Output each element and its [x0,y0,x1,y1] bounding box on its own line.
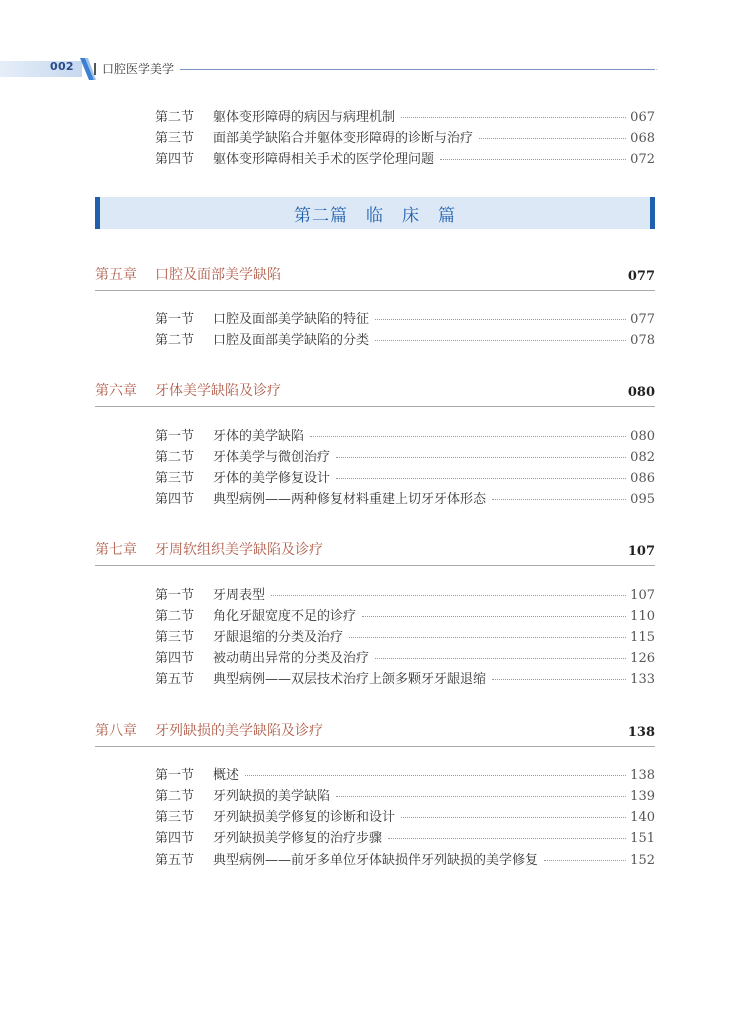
toc-section[interactable] [155,764,655,784]
section-title: 典型病例——两种修复材料重建上切牙牙体形态 [213,492,487,507]
section-number: 第三节 [155,471,195,486]
toc-section[interactable] [155,806,655,826]
section-number: 第二节 [155,110,195,125]
section-page: 138 [630,768,655,783]
section-page: 107 [630,588,655,603]
dot-leader [245,775,626,776]
chapter-number: 第七章 [95,542,137,558]
section-page: 110 [630,609,655,624]
section-number: 第四节 [155,152,195,167]
toc-section[interactable] [155,785,655,805]
section-number: 第一节 [155,429,195,444]
part-title: 第二篇 临 床 篇 [294,205,456,226]
chapter-title: 口腔及面部美学缺陷 [155,267,281,283]
dot-leader [492,499,626,500]
page-number: 002 [50,60,74,73]
chapter-title: 牙体美学缺陷及诊疗 [155,383,281,399]
section-number: 第一节 [155,588,195,603]
section-title: 典型病例——双层技术治疗上颌多颗牙牙龈退缩 [213,672,487,687]
section-page: 067 [630,110,655,125]
section-number: 第五节 [155,672,195,687]
toc-section[interactable] [155,308,655,328]
section-title: 牙体的美学修复设计 [213,471,331,486]
chapter-number: 第六章 [95,383,137,399]
dot-leader [362,616,626,617]
dot-leader [271,595,626,596]
toc-chapter[interactable] [95,720,655,747]
dot-leader [336,457,626,458]
toc-section[interactable] [155,148,655,168]
section-page: 077 [630,312,655,327]
section-number: 第三节 [155,810,195,825]
section-title: 被动萌出异常的分类及治疗 [213,651,370,666]
part-banner [95,197,655,229]
section-title: 概述 [213,768,240,783]
section-number: 第一节 [155,312,195,327]
section-title: 躯体变形障碍相关手术的医学伦理问题 [213,152,435,167]
toc-section[interactable] [155,605,655,625]
dot-leader [492,679,626,680]
dot-leader [336,478,626,479]
toc-section[interactable] [155,584,655,604]
section-title: 牙列缺损的美学缺陷 [213,789,331,804]
chapter-page: 080 [627,385,655,400]
section-page: 152 [630,853,655,868]
dot-leader [401,117,626,118]
section-page: 080 [630,429,655,444]
section-page: 082 [630,450,655,465]
toc-chapter[interactable] [95,539,655,566]
section-page: 139 [630,789,655,804]
toc-section[interactable] [155,425,655,445]
dot-leader [375,658,626,659]
section-title: 牙列缺损美学修复的治疗步骤 [213,831,383,846]
toc-section[interactable] [155,329,655,349]
section-number: 第五节 [155,853,195,868]
section-page: 072 [630,152,655,167]
section-number: 第二节 [155,609,195,624]
toc-section[interactable] [155,446,655,466]
section-number: 第一节 [155,768,195,783]
section-page: 086 [630,471,655,486]
section-number: 第二节 [155,789,195,804]
toc-section[interactable] [155,467,655,487]
section-page: 133 [630,672,655,687]
toc-section[interactable] [155,106,655,126]
toc-chapter[interactable] [95,380,655,407]
dot-leader [388,838,626,839]
chapter-page: 138 [627,725,655,740]
section-title: 面部美学缺陷合并躯体变形障碍的诊断与治疗 [213,131,474,146]
dot-leader [544,860,626,861]
header-divider [94,63,96,75]
toc-section[interactable] [155,827,655,847]
dot-leader [336,796,626,797]
section-page: 068 [630,131,655,146]
dot-leader [349,637,626,638]
running-header [0,56,750,82]
section-title: 角化牙龈宽度不足的诊疗 [213,609,357,624]
section-page: 115 [630,630,655,645]
section-title: 牙体的美学缺陷 [213,429,305,444]
toc-chapter[interactable] [95,264,655,291]
toc-section[interactable] [155,668,655,688]
section-number: 第三节 [155,131,195,146]
section-page: 078 [630,333,655,348]
chapter-page: 107 [627,544,655,559]
section-title: 口腔及面部美学缺陷的特征 [213,312,370,327]
section-number: 第二节 [155,333,195,348]
toc-section[interactable] [155,849,655,869]
section-page: 140 [630,810,655,825]
chapter-title: 牙列缺损的美学缺陷及诊疗 [155,723,323,739]
toc-section[interactable] [155,626,655,646]
chapter-page: 077 [627,269,655,284]
dot-leader [479,138,626,139]
section-page: 151 [630,831,655,846]
toc-section[interactable] [155,127,655,147]
section-page: 126 [630,651,655,666]
dot-leader [401,817,626,818]
section-title: 牙龈退缩的分类及治疗 [213,630,344,645]
section-title: 牙周表型 [213,588,266,603]
dot-leader [440,159,626,160]
toc-section[interactable] [155,488,655,508]
section-number: 第四节 [155,492,195,507]
section-title: 牙体美学与微创治疗 [213,450,331,465]
toc-section[interactable] [155,647,655,667]
section-page: 095 [630,492,655,507]
section-number: 第二节 [155,450,195,465]
dot-leader [310,436,626,437]
header-rule-end: · [655,66,658,74]
section-number: 第三节 [155,630,195,645]
book-title: 口腔医学美学 [102,62,175,76]
dot-leader [375,319,626,320]
section-number: 第四节 [155,651,195,666]
dot-leader [375,340,626,341]
chapter-title: 牙周软组织美学缺陷及诊疗 [155,542,323,558]
chapter-number: 第五章 [95,267,137,283]
section-title: 牙列缺损美学修复的诊断和设计 [213,810,396,825]
chapter-number: 第八章 [95,723,137,739]
section-number: 第四节 [155,831,195,846]
section-title: 躯体变形障碍的病因与病理机制 [213,110,396,125]
header-rule [180,69,655,70]
section-title: 典型病例——前牙多单位牙体缺损伴牙列缺损的美学修复 [213,853,539,868]
section-title: 口腔及面部美学缺陷的分类 [213,333,370,348]
